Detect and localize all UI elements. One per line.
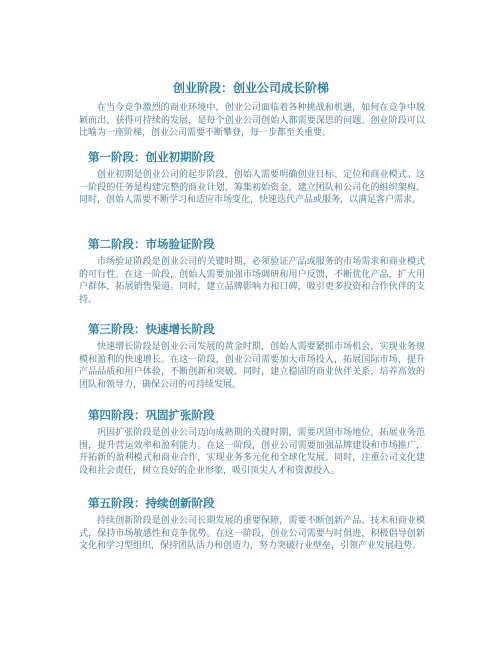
section-body: 创业初期是创业公司的起步阶段，创始人需要明确创业目标、定位和商业模式。这一阶段的任务是构建完整的商业计划，筹集初始资金，建立团队和公司化的组织架构。同时，创始人需要不断学习和适应市场变化，快速迭代产品或服务，以满足客户需求。 <box>79 170 425 205</box>
intro-paragraph: 在当今竞争激烈的商业环境中，创业公司面临着各种挑战和机遇，如何在竞争中脱颖而出，获得可持续的发展，是每个创业公司创始人都需要深思的问题。创业阶段可以比喻为一座阶梯，创业公司需要不断攀登，每一步都至关重要。 <box>79 103 425 138</box>
section-heading: 第一阶段：创业初期阶段 <box>88 150 215 164</box>
section-heading: 第五阶段：持续创新阶段 <box>88 496 215 510</box>
section-stage-5 <box>79 496 425 553</box>
section-body: 快速增长阶段是创业公司发展的黄金时期，创始人需要紧抓市场机会，实现业务规模和盈利的快速增长。在这一阶段，创业公司需要加大市场投入，拓展国际市场，提升产品品质和用户体验，不断创新和突破。同时，建立稳固的商业伙伴关系，培养高效的团队和领导力，确保公司的可持续发展。 <box>79 342 425 390</box>
section-body: 持续创新阶段是创业公司长期发展的重要保障，需要不断创新产品、技术和商业模式，保持市场敏感性和竞争优势。在这一阶段，创业公司需要与时俱进，积极倡导创新文化和学习型组织，保持团队活力和创造力，努力突破行业壁垒，引领产业发展趋势。 <box>79 516 425 551</box>
document-title: 创业阶段：创业公司成长阶梯 <box>172 81 329 95</box>
section-body: 巩固扩张阶段是创业公司迈向成熟期的关键时期，需要巩固市场地位，拓展业务范围，提升营运效率和盈利能力。在这一阶段，创业公司需要加强品牌建设和市场推广，开拓新的盈利模式和商业合作，实现业务多元化和全球化发展。同时，注重公司文化建设和社会责任，树立良好的企业形象，吸引顶尖人才和资源投入。 <box>79 428 425 476</box>
section-stage-2 <box>79 237 425 306</box>
section-stage-1 <box>79 150 425 207</box>
section-heading: 第四阶段：巩固扩张阶段 <box>88 408 215 422</box>
section-heading: 第二阶段：市场验证阶段 <box>88 237 215 251</box>
section-stage-3 <box>79 322 425 391</box>
section-heading: 第三阶段：快速增长阶段 <box>88 322 215 336</box>
section-stage-4 <box>79 408 425 477</box>
section-body: 市场验证阶段是创业公司的关键时期，必须验证产品或服务的市场需求和商业模式的可行性。在这一阶段，创始人需要加强市场调研和用户反馈，不断优化产品，扩大用户群体，拓展销售渠道。同时，建立品牌影响力和口碑，吸引更多投资和合作伙伴的支持。 <box>79 257 425 305</box>
